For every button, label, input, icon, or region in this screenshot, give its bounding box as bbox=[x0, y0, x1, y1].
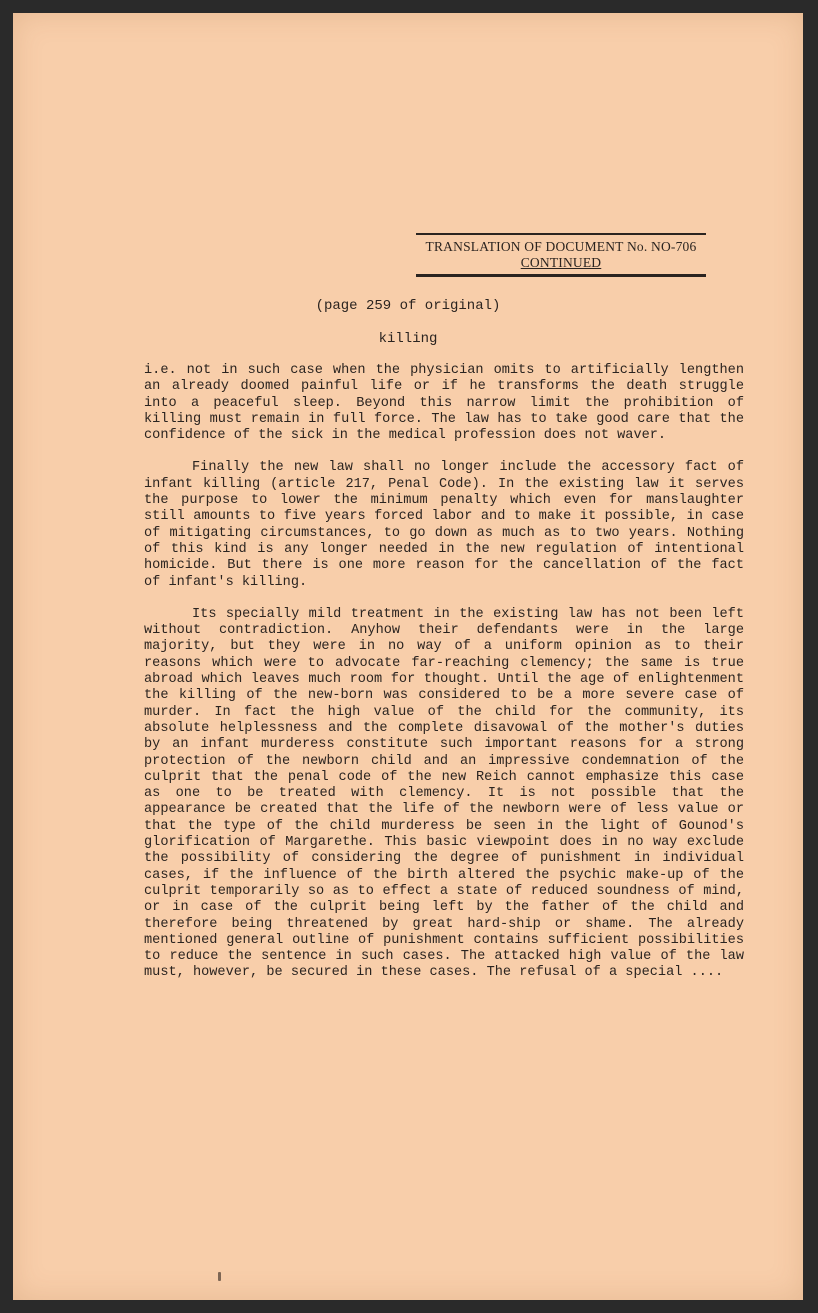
paper-speck bbox=[218, 1272, 221, 1281]
header-top-rule bbox=[416, 233, 706, 235]
body-text bbox=[144, 363, 744, 998]
paragraph: Finally the new law shall no longer include the accessory fact of infant killing (article 217, Penal Code). In the existing law it serves the purpose to lower the minimum penalty which even for manslaughter still amounts to five years forced labor and to make it possible, in case of mitigating circumstances, to go down as much as to two years. Nothing of this kind is any longer needed in the new regulation of intentional homicide. But there is one more reason for the cancellation of the fact of infant's killing. bbox=[144, 460, 744, 590]
paragraph: i.e. not in such case when the physician omits to artificially lengthen an already doomed painful life or if he transforms the death struggle into a peaceful sleep. Beyond this narrow limit the prohibition of killing must remain in full force. The law has to take good care that the confidence of the sick in the medical profession does not waver. bbox=[144, 363, 744, 444]
header-bottom-rule bbox=[416, 274, 706, 277]
continuation-word: killing bbox=[378, 331, 438, 347]
page-reference: (page 259 of original) bbox=[315, 298, 501, 314]
paragraph: Its specially mild treatment in the existing law has not been left without contradiction. Anyhow their defendants were in the large majority, but they were in no way of a uniform opinion as to their reasons which were to advocate far-reaching clemency; the same is true abroad which leaves much room for thought. Until the age of enlightenment the killing of the new-born was considered to be a more severe case of murder. In fact the high value of the child for the community, its absolute helplessness and the complete disavowal of the mother's duties by an infant murderess constitute such important reasons for a strong protection of the newborn child and an impressive condemnation of the culprit that the penal code of the new Reich cannot emphasize this case as one to be treated with clemency. It is not possible that the appearance be created that the life of the newborn were of less value or that the type of the child murderess be seen in the light of Gounod's glorification of Margarethe. This basic viewpoint does in no way exclude the possibility of considering the degree of punishment in individual cases, if the influence of the birth altered the psychic make-up of the culprit temporarily so as to effect a state of reduced soundness of mind, or in case of the culprit being left by the father of the child and therefore being threatened by great hard-ship or shame. The already mentioned general outline of punishment contains sufficient possibilities to reduce the sentence in such cases. The attacked high value of the law must, however, be secured in these cases. The refusal of a special .... bbox=[144, 606, 744, 981]
continued-label: CONTINUED bbox=[520, 255, 602, 270]
document-title: TRANSLATION OF DOCUMENT No. NO-706 bbox=[425, 239, 697, 254]
document-page bbox=[13, 13, 803, 1300]
document-header bbox=[416, 233, 706, 277]
